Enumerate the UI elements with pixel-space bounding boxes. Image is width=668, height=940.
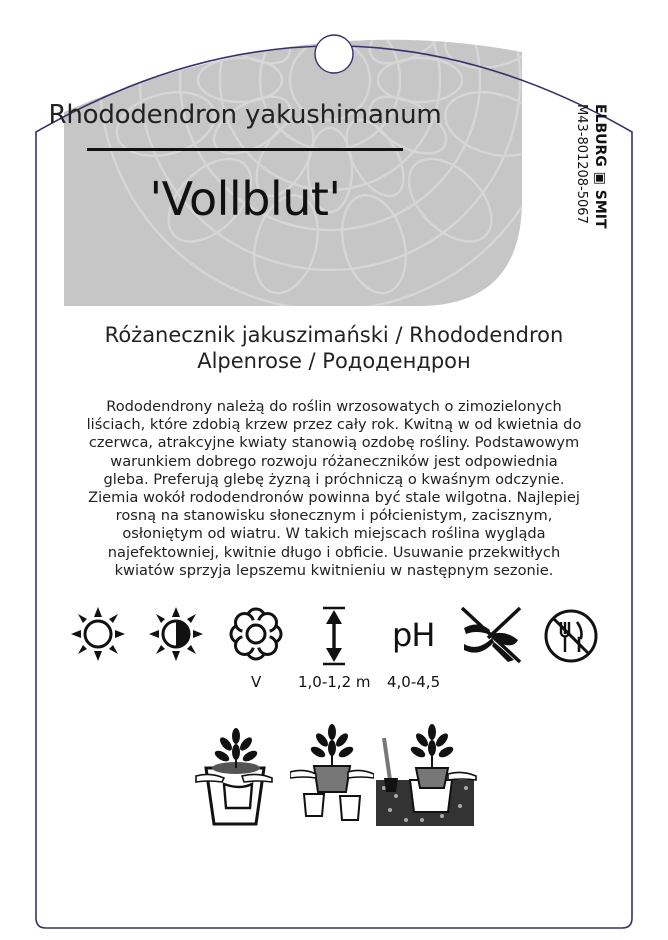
plant-height: 1,0-1,2 m [298,673,371,691]
water-roots-step-icon [290,716,374,828]
supplier-block [562,100,612,240]
description-line: Rododendrony należą do roślin wrzosowatych o zimozielonych [106,398,562,415]
common-names-line: Alpenrose / Рододендрон [197,349,471,373]
ph-range: 4,0-4,5 [387,673,441,691]
not-edible-icon [543,608,599,664]
title-divider [87,148,403,151]
pruning-shears-crossed-icon [458,604,524,666]
supplier-code: M43-801208-5067 [574,104,589,224]
ph-icon: pH [392,616,435,654]
description-line: czerwca, atrakcyjne kwiaty stanowią ozdobę rośliny. Podstawowym [88,434,580,452]
supplier-brand: ELBURG ▣ SMIT [592,104,608,229]
height-arrow-icon [320,606,348,666]
common-names-line: Różanecznik jakuszimański / Rhododendron [104,323,564,347]
remove-pot-step-icon [192,716,276,828]
description-line: warunkiem dobrego rozwoju różaneczników jest odpowiednia [110,452,558,470]
hang-hole [315,35,353,73]
partial-shade-icon [148,606,204,662]
flower-icon [228,606,284,662]
latin-name: Rhododendron yakushimanum [48,100,442,130]
description-line: rosną na stanowisku słonecznym i półcienistym, zacisznym, [115,507,553,525]
description-line: Ziemia wokół rododendronów powinna być stale wilgotna. Najlepiej [88,489,580,507]
description-line: osłoniętym od wiatru. W takich miejscach roślina wygląda [122,525,546,543]
description-line: gleba. Preferują glebę żyzną i próchniczą o kwaśnym odczynie. [103,470,565,488]
description-line: liściach, które zdobią krzew przez cały rok. Kwitną w od kwietnia do [86,416,582,434]
cultivar-name: 'Vollblut' [149,172,341,226]
flowering-month: V [251,673,262,691]
description-line: kwiatów sprzyja lepszemu kwitnieniu w następnym sezonie. [114,561,554,579]
description [50,398,618,580]
common-names [60,322,608,374]
full-sun-icon [70,606,126,662]
description-line: najefektowniej, kwitnie długo i obficie. Usuwanie przekwitłych [107,543,561,561]
plant-in-ground-step-icon [372,716,478,828]
